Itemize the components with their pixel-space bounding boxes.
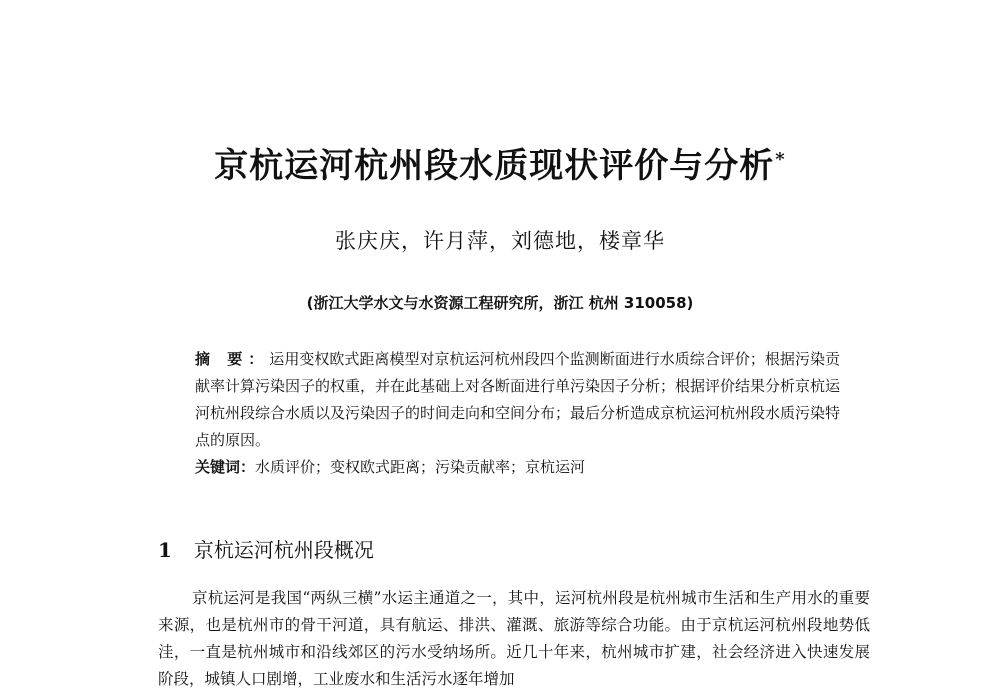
keywords-line <box>195 454 840 481</box>
section-title: 京杭运河杭州段概况 <box>193 538 374 562</box>
paper-authors: 张庆庆，许月萍，刘德地，楼章华 <box>335 229 665 253</box>
abstract-paragraph <box>195 346 840 454</box>
title-footnote-mark: * <box>775 148 786 170</box>
paper-affiliation: (浙江大学水文与水资源工程研究所，浙江 杭州 310058) <box>306 294 694 312</box>
section-number: 1 <box>158 538 172 562</box>
abstract-label: 摘 要： <box>195 350 270 368</box>
keywords-text: 水质评价；变权欧式距离；污染贡献率；京杭运河 <box>255 458 586 476</box>
section-body-paragraph: 京杭运河是我国“两纵三横”水运主通道之一，其中，运河杭州段是杭州城市生活和生产用水的重要来源，也是杭州市的骨干河道，具有航运、排洪、灌溉、旅游等综合功能。由于京杭运河杭州段地势低洼，一直是杭州城市和沿线郊区的污水受纳场所。近几十年来，杭州城市扩建，社会经济进入快速发展阶段，城镇人口剧增，工业废水和生活污水逐年增加 <box>158 589 870 688</box>
section-heading <box>158 534 374 563</box>
abstract-text: 运用变权欧式距离模型对京杭运河杭州段四个监测断面进行水质综合评价；根据污染贡献率计算污染因子的权重，并在此基础上对各断面进行单污染因子分析；根据评价结果分析京杭运河杭州段综合水质以及污染因子的时间走向和空间分布；最后分析造成京杭运河杭州段水质污染特点的原因。 <box>195 350 841 449</box>
keywords-label: 关键词： <box>195 458 256 476</box>
abstract-block <box>195 346 840 481</box>
paper-title <box>0 138 1000 187</box>
paper-title-text: 京杭运河杭州段水质现状评价与分析 <box>214 146 775 186</box>
